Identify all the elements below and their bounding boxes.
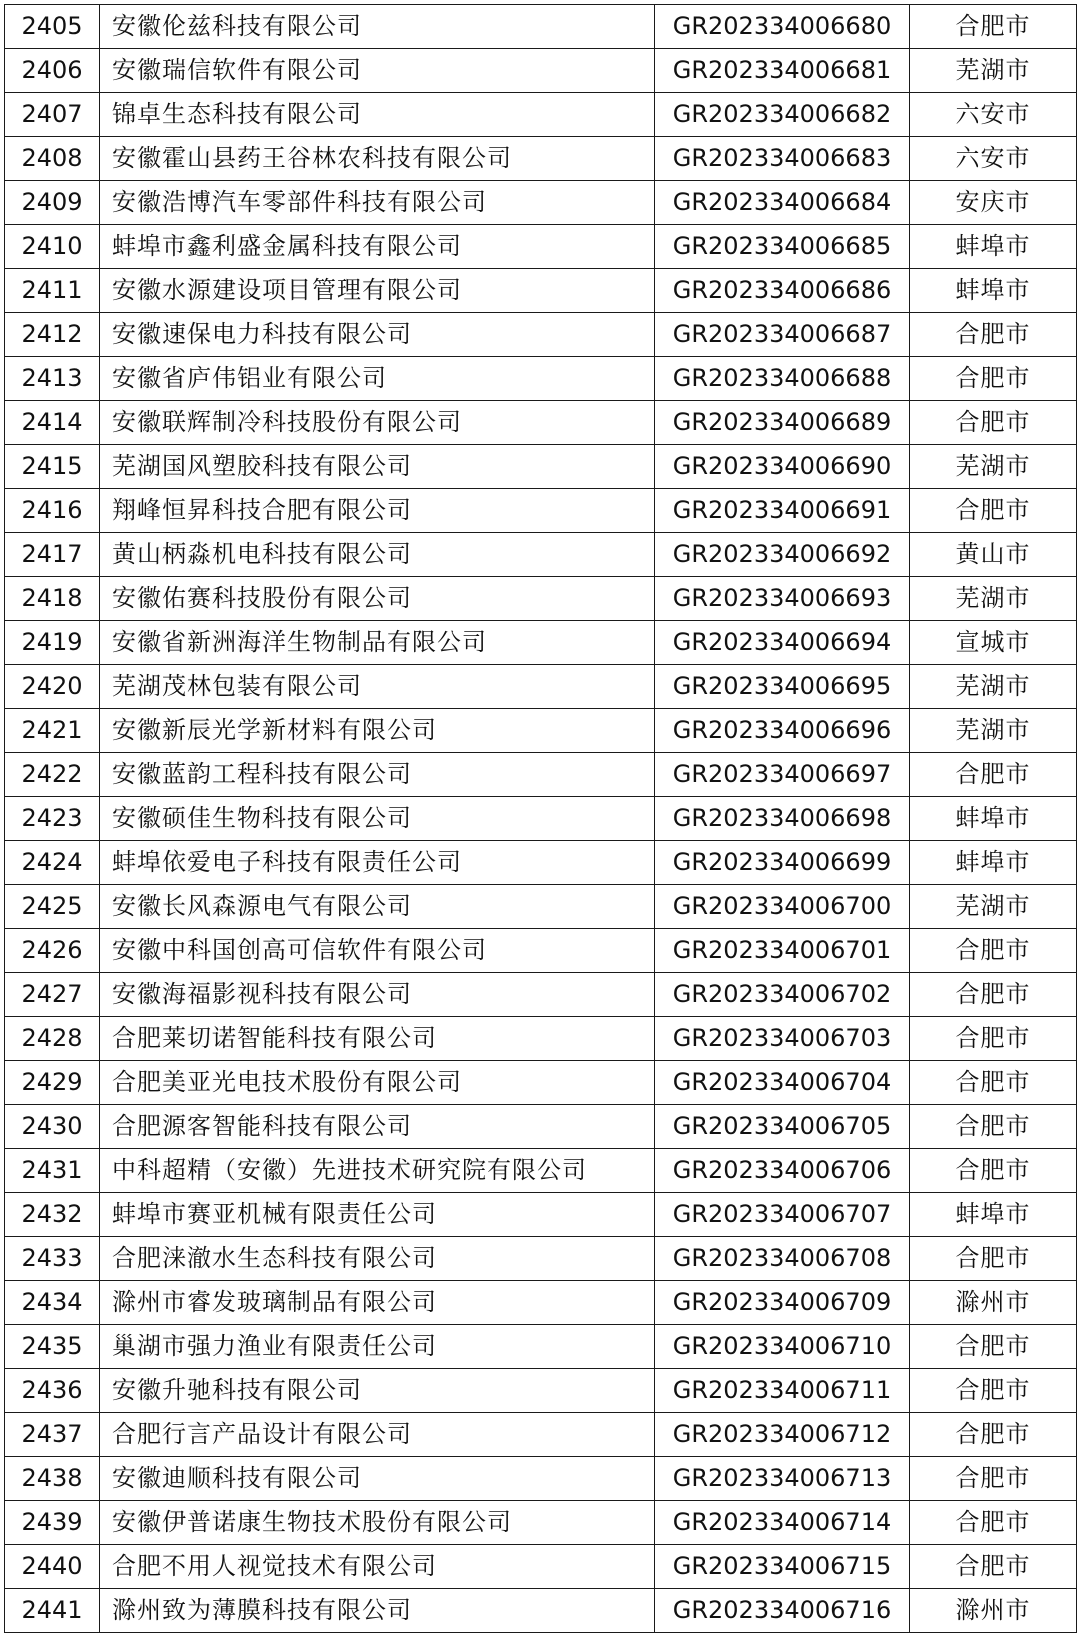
certificate-number: GR202334006691 bbox=[655, 489, 910, 533]
company-name: 滁州致为薄膜科技有限公司 bbox=[100, 1589, 655, 1633]
row-number: 2426 bbox=[5, 929, 100, 973]
company-name: 安徽伦兹科技有限公司 bbox=[100, 5, 655, 49]
table-row bbox=[5, 1413, 1077, 1457]
company-name: 安徽伊普诺康生物技术股份有限公司 bbox=[100, 1501, 655, 1545]
city: 宣城市 bbox=[910, 621, 1077, 665]
company-name: 合肥行言产品设计有限公司 bbox=[100, 1413, 655, 1457]
row-number: 2416 bbox=[5, 489, 100, 533]
row-number: 2431 bbox=[5, 1149, 100, 1193]
company-name: 安徽联辉制冷科技股份有限公司 bbox=[100, 401, 655, 445]
city: 蚌埠市 bbox=[910, 1193, 1077, 1237]
table-row bbox=[5, 885, 1077, 929]
company-name: 安徽新辰光学新材料有限公司 bbox=[100, 709, 655, 753]
table-row bbox=[5, 1061, 1077, 1105]
city: 合肥市 bbox=[910, 1545, 1077, 1589]
certificate-number: GR202334006680 bbox=[655, 5, 910, 49]
row-number: 2425 bbox=[5, 885, 100, 929]
table-row bbox=[5, 181, 1077, 225]
city: 蚌埠市 bbox=[910, 797, 1077, 841]
certificate-number: GR202334006704 bbox=[655, 1061, 910, 1105]
certificate-number: GR202334006712 bbox=[655, 1413, 910, 1457]
table-row bbox=[5, 445, 1077, 489]
certificate-number: GR202334006697 bbox=[655, 753, 910, 797]
company-name: 安徽佑赛科技股份有限公司 bbox=[100, 577, 655, 621]
company-name: 蚌埠市赛亚机械有限责任公司 bbox=[100, 1193, 655, 1237]
city: 合肥市 bbox=[910, 489, 1077, 533]
row-number: 2409 bbox=[5, 181, 100, 225]
company-name: 安徽瑞信软件有限公司 bbox=[100, 49, 655, 93]
table-row bbox=[5, 709, 1077, 753]
company-name: 安徽硕佳生物科技有限公司 bbox=[100, 797, 655, 841]
city: 黄山市 bbox=[910, 533, 1077, 577]
certificate-number: GR202334006716 bbox=[655, 1589, 910, 1633]
city: 合肥市 bbox=[910, 1413, 1077, 1457]
row-number: 2407 bbox=[5, 93, 100, 137]
row-number: 2424 bbox=[5, 841, 100, 885]
certificate-number: GR202334006684 bbox=[655, 181, 910, 225]
row-number: 2437 bbox=[5, 1413, 100, 1457]
row-number: 2420 bbox=[5, 665, 100, 709]
city: 蚌埠市 bbox=[910, 841, 1077, 885]
table-row bbox=[5, 1105, 1077, 1149]
city: 合肥市 bbox=[910, 357, 1077, 401]
company-name: 安徽速保电力科技有限公司 bbox=[100, 313, 655, 357]
row-number: 2435 bbox=[5, 1325, 100, 1369]
row-number: 2410 bbox=[5, 225, 100, 269]
certificate-number: GR202334006686 bbox=[655, 269, 910, 313]
table-row bbox=[5, 93, 1077, 137]
table-row bbox=[5, 1545, 1077, 1589]
city: 芜湖市 bbox=[910, 49, 1077, 93]
row-number: 2429 bbox=[5, 1061, 100, 1105]
certificate-number: GR202334006707 bbox=[655, 1193, 910, 1237]
table-row bbox=[5, 577, 1077, 621]
certificate-number: GR202334006701 bbox=[655, 929, 910, 973]
certificate-number: GR202334006685 bbox=[655, 225, 910, 269]
row-number: 2408 bbox=[5, 137, 100, 181]
row-number: 2432 bbox=[5, 1193, 100, 1237]
city: 合肥市 bbox=[910, 973, 1077, 1017]
city: 芜湖市 bbox=[910, 885, 1077, 929]
city: 合肥市 bbox=[910, 1369, 1077, 1413]
company-name: 安徽迪顺科技有限公司 bbox=[100, 1457, 655, 1501]
certificate-number: GR202334006683 bbox=[655, 137, 910, 181]
company-name: 合肥源客智能科技有限公司 bbox=[100, 1105, 655, 1149]
table-row bbox=[5, 1281, 1077, 1325]
company-name: 巢湖市强力渔业有限责任公司 bbox=[100, 1325, 655, 1369]
row-number: 2417 bbox=[5, 533, 100, 577]
table-row bbox=[5, 1589, 1077, 1633]
row-number: 2406 bbox=[5, 49, 100, 93]
table-row bbox=[5, 533, 1077, 577]
city: 合肥市 bbox=[910, 1457, 1077, 1501]
row-number: 2411 bbox=[5, 269, 100, 313]
row-number: 2412 bbox=[5, 313, 100, 357]
city: 合肥市 bbox=[910, 1149, 1077, 1193]
table-body bbox=[5, 5, 1077, 1633]
table-row bbox=[5, 49, 1077, 93]
certificate-number: GR202334006690 bbox=[655, 445, 910, 489]
certificate-number: GR202334006692 bbox=[655, 533, 910, 577]
city: 滁州市 bbox=[910, 1589, 1077, 1633]
city: 合肥市 bbox=[910, 929, 1077, 973]
table-row bbox=[5, 225, 1077, 269]
certificate-table-sheet bbox=[4, 4, 1076, 1633]
certificate-number: GR202334006705 bbox=[655, 1105, 910, 1149]
city: 合肥市 bbox=[910, 5, 1077, 49]
company-name: 锦卓生态科技有限公司 bbox=[100, 93, 655, 137]
row-number: 2413 bbox=[5, 357, 100, 401]
table-row bbox=[5, 1501, 1077, 1545]
company-name: 安徽蓝韵工程科技有限公司 bbox=[100, 753, 655, 797]
city: 六安市 bbox=[910, 93, 1077, 137]
table-row bbox=[5, 357, 1077, 401]
table-row bbox=[5, 797, 1077, 841]
certificate-number: GR202334006713 bbox=[655, 1457, 910, 1501]
company-name: 蚌埠依爱电子科技有限责任公司 bbox=[100, 841, 655, 885]
company-name: 安徽水源建设项目管理有限公司 bbox=[100, 269, 655, 313]
row-number: 2422 bbox=[5, 753, 100, 797]
city: 芜湖市 bbox=[910, 445, 1077, 489]
table-row bbox=[5, 973, 1077, 1017]
city: 芜湖市 bbox=[910, 577, 1077, 621]
table-row bbox=[5, 1193, 1077, 1237]
certificate-number: GR202334006700 bbox=[655, 885, 910, 929]
city: 合肥市 bbox=[910, 401, 1077, 445]
company-name: 合肥莱切诺智能科技有限公司 bbox=[100, 1017, 655, 1061]
row-number: 2441 bbox=[5, 1589, 100, 1633]
certificate-number: GR202334006709 bbox=[655, 1281, 910, 1325]
city: 合肥市 bbox=[910, 1237, 1077, 1281]
company-name: 合肥不用人视觉技术有限公司 bbox=[100, 1545, 655, 1589]
row-number: 2421 bbox=[5, 709, 100, 753]
company-name: 合肥涞澈水生态科技有限公司 bbox=[100, 1237, 655, 1281]
row-number: 2415 bbox=[5, 445, 100, 489]
company-name: 翔峰恒昇科技合肥有限公司 bbox=[100, 489, 655, 533]
city: 蚌埠市 bbox=[910, 269, 1077, 313]
row-number: 2428 bbox=[5, 1017, 100, 1061]
city: 芜湖市 bbox=[910, 665, 1077, 709]
company-name: 安徽省庐伟铝业有限公司 bbox=[100, 357, 655, 401]
city: 芜湖市 bbox=[910, 709, 1077, 753]
certificate-number: GR202334006708 bbox=[655, 1237, 910, 1281]
table-row bbox=[5, 5, 1077, 49]
city: 安庆市 bbox=[910, 181, 1077, 225]
table-row bbox=[5, 1237, 1077, 1281]
city: 合肥市 bbox=[910, 1501, 1077, 1545]
table-row bbox=[5, 137, 1077, 181]
row-number: 2439 bbox=[5, 1501, 100, 1545]
company-name: 黄山柄淼机电科技有限公司 bbox=[100, 533, 655, 577]
row-number: 2434 bbox=[5, 1281, 100, 1325]
company-name: 芜湖国风塑胶科技有限公司 bbox=[100, 445, 655, 489]
table-row bbox=[5, 841, 1077, 885]
row-number: 2423 bbox=[5, 797, 100, 841]
row-number: 2427 bbox=[5, 973, 100, 1017]
certificate-number: GR202334006693 bbox=[655, 577, 910, 621]
certificate-number: GR202334006688 bbox=[655, 357, 910, 401]
city: 蚌埠市 bbox=[910, 225, 1077, 269]
certificate-number: GR202334006702 bbox=[655, 973, 910, 1017]
table-row bbox=[5, 489, 1077, 533]
city: 合肥市 bbox=[910, 1061, 1077, 1105]
row-number: 2433 bbox=[5, 1237, 100, 1281]
certificate-number: GR202334006706 bbox=[655, 1149, 910, 1193]
company-name: 安徽升驰科技有限公司 bbox=[100, 1369, 655, 1413]
certificate-number: GR202334006698 bbox=[655, 797, 910, 841]
certificate-number: GR202334006694 bbox=[655, 621, 910, 665]
company-name: 滁州市睿发玻璃制品有限公司 bbox=[100, 1281, 655, 1325]
company-name: 安徽长风森源电气有限公司 bbox=[100, 885, 655, 929]
city: 滁州市 bbox=[910, 1281, 1077, 1325]
certificate-number: GR202334006699 bbox=[655, 841, 910, 885]
row-number: 2419 bbox=[5, 621, 100, 665]
city: 合肥市 bbox=[910, 753, 1077, 797]
row-number: 2405 bbox=[5, 5, 100, 49]
certificate-number: GR202334006711 bbox=[655, 1369, 910, 1413]
certificate-number: GR202334006710 bbox=[655, 1325, 910, 1369]
certificate-number: GR202334006681 bbox=[655, 49, 910, 93]
table-row bbox=[5, 401, 1077, 445]
company-name: 中科超精（安徽）先进技术研究院有限公司 bbox=[100, 1149, 655, 1193]
company-name: 安徽中科国创高可信软件有限公司 bbox=[100, 929, 655, 973]
row-number: 2440 bbox=[5, 1545, 100, 1589]
company-name: 合肥美亚光电技术股份有限公司 bbox=[100, 1061, 655, 1105]
table-row bbox=[5, 1457, 1077, 1501]
table-row bbox=[5, 1149, 1077, 1193]
row-number: 2436 bbox=[5, 1369, 100, 1413]
row-number: 2438 bbox=[5, 1457, 100, 1501]
row-number: 2418 bbox=[5, 577, 100, 621]
city: 六安市 bbox=[910, 137, 1077, 181]
table-row bbox=[5, 1325, 1077, 1369]
company-name: 安徽浩博汽车零部件科技有限公司 bbox=[100, 181, 655, 225]
table-row bbox=[5, 753, 1077, 797]
table-row bbox=[5, 1369, 1077, 1413]
certificate-number: GR202334006695 bbox=[655, 665, 910, 709]
company-name: 蚌埠市鑫利盛金属科技有限公司 bbox=[100, 225, 655, 269]
company-name: 芜湖茂林包装有限公司 bbox=[100, 665, 655, 709]
certificate-number: GR202334006689 bbox=[655, 401, 910, 445]
table-row bbox=[5, 665, 1077, 709]
certificate-table bbox=[4, 4, 1077, 1633]
certificate-number: GR202334006703 bbox=[655, 1017, 910, 1061]
table-row bbox=[5, 313, 1077, 357]
company-name: 安徽海福影视科技有限公司 bbox=[100, 973, 655, 1017]
table-row bbox=[5, 1017, 1077, 1061]
table-row bbox=[5, 929, 1077, 973]
row-number: 2414 bbox=[5, 401, 100, 445]
city: 合肥市 bbox=[910, 1105, 1077, 1149]
certificate-number: GR202334006687 bbox=[655, 313, 910, 357]
company-name: 安徽霍山县药王谷林农科技有限公司 bbox=[100, 137, 655, 181]
table-row bbox=[5, 269, 1077, 313]
city: 合肥市 bbox=[910, 1325, 1077, 1369]
city: 合肥市 bbox=[910, 1017, 1077, 1061]
row-number: 2430 bbox=[5, 1105, 100, 1149]
certificate-number: GR202334006696 bbox=[655, 709, 910, 753]
certificate-number: GR202334006715 bbox=[655, 1545, 910, 1589]
table-row bbox=[5, 621, 1077, 665]
city: 合肥市 bbox=[910, 313, 1077, 357]
certificate-number: GR202334006682 bbox=[655, 93, 910, 137]
company-name: 安徽省新洲海洋生物制品有限公司 bbox=[100, 621, 655, 665]
certificate-number: GR202334006714 bbox=[655, 1501, 910, 1545]
